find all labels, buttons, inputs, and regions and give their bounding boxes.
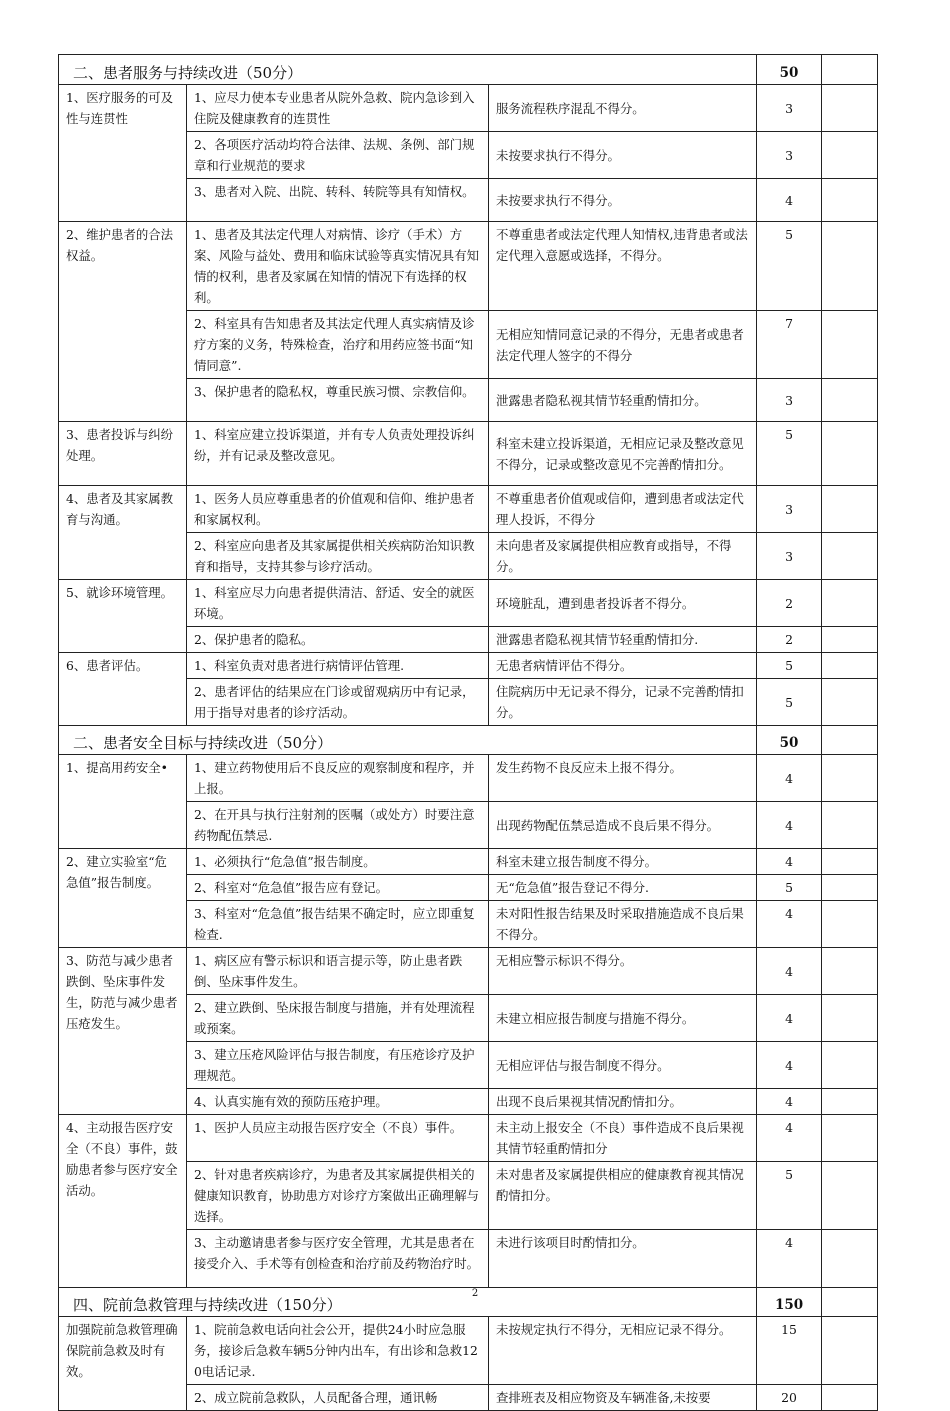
scoring-standard: 未按要求执行不得分。 <box>489 179 757 222</box>
requirement-text: 1、病区应有警示标识和语言提示等，防止患者跌倒、坠床事件发生。 <box>187 948 489 995</box>
table-row <box>59 653 878 679</box>
deduction-cell <box>822 1042 878 1089</box>
deduction-cell <box>822 179 878 222</box>
item-name: 1、提高用药安全• <box>59 755 187 849</box>
section-title: 二、患者服务与持续改进（50分） <box>59 55 757 85</box>
score-value: 4 <box>757 995 822 1042</box>
scoring-standard: 未进行该项目时酌情扣分。 <box>489 1230 757 1288</box>
deduction-cell <box>822 948 878 995</box>
scoring-standard: 服务流程秩序混乱不得分。 <box>489 85 757 132</box>
requirement-text: 1、应尽力使本专业患者从院外急救、院内急诊到入住院及健康教育的连贯性 <box>187 85 489 132</box>
requirement-text: 2、科室具有告知患者及其法定代理人真实病情及诊疗方案的义务，特殊检查，治疗和用药应签书面“知情同意”. <box>187 311 489 379</box>
table-row <box>59 85 878 132</box>
scoring-standard: 无相应知情同意记录的不得分，无患者或患者法定代理人签字的不得分 <box>489 311 757 379</box>
item-name: 2、建立实验室“危急值”报告制度。 <box>59 849 187 948</box>
section-total: 50 <box>757 55 822 85</box>
requirement-text: 2、科室应向患者及其家属提供相关疾病防治知识教育和指导，支持其参与诊疗活动。 <box>187 533 489 580</box>
scoring-standard: 未主动上报安全（不良）事件造成不良后果视其情节轻重酌情扣分 <box>489 1115 757 1162</box>
requirement-text: 1、医务人员应尊重患者的价值观和信仰、维护患者和家属权利。 <box>187 486 489 533</box>
deduction-cell <box>822 802 878 849</box>
page-number: 2 <box>471 1288 479 1299</box>
deduction-cell <box>822 1317 878 1385</box>
scoring-standard: 出现药物配伍禁忌造成不良后果不得分。 <box>489 802 757 849</box>
deduction-cell <box>822 311 878 379</box>
item-name: 5、就诊环境管理。 <box>59 580 187 653</box>
item-name: 2、维护患者的合法权益。 <box>59 222 187 422</box>
score-value: 3 <box>757 379 822 422</box>
score-value: 15 <box>757 1317 822 1385</box>
deduction-cell <box>822 755 878 802</box>
table-row <box>59 422 878 486</box>
requirement-text: 2、患者评估的结果应在门诊或留观病历中有记录，用于指导对患者的诊疗活动。 <box>187 679 489 726</box>
score-value: 4 <box>757 849 822 875</box>
score-value: 5 <box>757 679 822 726</box>
score-value: 4 <box>757 901 822 948</box>
section-blank-cell <box>822 55 878 85</box>
deduction-cell <box>822 85 878 132</box>
score-value: 4 <box>757 1230 822 1288</box>
scoring-standard: 未按要求执行不得分。 <box>489 132 757 179</box>
deduction-cell <box>822 132 878 179</box>
scoring-standard: 未建立相应报告制度与措施不得分。 <box>489 995 757 1042</box>
deduction-cell <box>822 422 878 486</box>
requirement-text: 3、建立压疮风险评估与报告制度，有压疮诊疗及护理规范。 <box>187 1042 489 1089</box>
score-value: 3 <box>757 132 822 179</box>
item-name: 1、医疗服务的可及性与连贯性 <box>59 85 187 222</box>
requirement-text: 3、保护患者的隐私权，尊重民族习惯、宗教信仰。 <box>187 379 489 422</box>
deduction-cell <box>822 533 878 580</box>
requirement-text: 3、科室对“危急值”报告结果不确定时，应立即重复检查. <box>187 901 489 948</box>
score-value: 3 <box>757 533 822 580</box>
score-value: 4 <box>757 1115 822 1162</box>
section-blank-cell <box>822 726 878 755</box>
section-header-row <box>59 55 878 85</box>
item-name: 3、防范与减少患者跌倒、坠床事件发生，防范与减少患者压疮发生。 <box>59 948 187 1115</box>
requirement-text: 2、科室对“危急值”报告应有登记。 <box>187 875 489 901</box>
scoring-standard: 不尊重患者价值观或信仰，遭到患者或法定代理人投诉，不得分 <box>489 486 757 533</box>
score-value: 3 <box>757 486 822 533</box>
requirement-text: 3、患者对入院、出院、转科、转院等具有知情权。 <box>187 179 489 222</box>
deduction-cell <box>822 486 878 533</box>
score-value: 5 <box>757 422 822 486</box>
item-name: 3、患者投诉与纠纷处理。 <box>59 422 187 486</box>
requirement-text: 1、必须执行“危急值”报告制度。 <box>187 849 489 875</box>
item-name: 6、患者评估。 <box>59 653 187 726</box>
requirement-text: 1、科室负责对患者进行病情评估管理. <box>187 653 489 679</box>
deduction-cell <box>822 901 878 948</box>
scoring-standard: 出现不良后果视其情况酌情扣分。 <box>489 1089 757 1115</box>
deduction-cell <box>822 995 878 1042</box>
score-value: 5 <box>757 222 822 311</box>
item-name: 4、主动报告医疗安全（不良）事件，鼓励患者参与医疗安全活动。 <box>59 1115 187 1288</box>
score-value: 20 <box>757 1385 822 1411</box>
score-value: 2 <box>757 580 822 627</box>
evaluation-table <box>58 54 878 1411</box>
score-value: 4 <box>757 802 822 849</box>
table-row <box>59 1317 878 1385</box>
score-value: 7 <box>757 311 822 379</box>
requirement-text: 1、院前急救电话向社会公开，提供24小时应急服务，接诊后急救车辆5分钟内出车，有出诊和急救120电话记录. <box>187 1317 489 1385</box>
scoring-standard: 科室未建立投诉渠道，无相应记录及整改意见不得分，记录或整改意见不完善酌情扣分。 <box>489 422 757 486</box>
deduction-cell <box>822 849 878 875</box>
requirement-text: 1、患者及其法定代理人对病情、诊疗（手术）方案、风险与益处、费用和临床试验等真实情况具有知情的权利，患者及家属在知情的情况下有选择的权利。 <box>187 222 489 311</box>
requirement-text: 1、建立药物使用后不良反应的观察制度和程序，并上报。 <box>187 755 489 802</box>
score-value: 4 <box>757 755 822 802</box>
requirement-text: 2、针对患者疾病诊疗，为患者及其家属提供相关的健康知识教育，协助患方对诊疗方案做出正确理解与选择。 <box>187 1162 489 1230</box>
section-total: 50 <box>757 726 822 755</box>
deduction-cell <box>822 580 878 627</box>
deduction-cell <box>822 679 878 726</box>
requirement-text: 1、医护人员应主动报告医疗安全（不良）事件。 <box>187 1115 489 1162</box>
requirement-text: 4、认真实施有效的预防压疮护理。 <box>187 1089 489 1115</box>
score-value: 5 <box>757 1162 822 1230</box>
requirement-text: 2、在开具与执行注射剂的医嘱（或处方）时要注意药物配伍禁忌. <box>187 802 489 849</box>
table-row <box>59 580 878 627</box>
requirement-text: 2、成立院前急救队，人员配备合理，通讯畅 <box>187 1385 489 1411</box>
requirement-text: 2、各项医疗活动均符合法律、法规、条例、部门规章和行业规范的要求 <box>187 132 489 179</box>
requirement-text: 2、建立跌倒、坠床报告制度与措施，并有处理流程或预案。 <box>187 995 489 1042</box>
score-value: 2 <box>757 627 822 653</box>
score-value: 5 <box>757 653 822 679</box>
deduction-cell <box>822 222 878 311</box>
scoring-standard: 住院病历中无记录不得分，记录不完善酌情扣分。 <box>489 679 757 726</box>
scoring-standard: 未向患者及家属提供相应教育或指导，不得分。 <box>489 533 757 580</box>
score-value: 5 <box>757 875 822 901</box>
section-title: 四、院前急救管理与持续改进（150分） <box>59 1288 757 1317</box>
table-row <box>59 486 878 533</box>
score-value: 4 <box>757 179 822 222</box>
section-title: 二、患者安全目标与持续改进（50分） <box>59 726 757 755</box>
item-name: 加强院前急救管理确保院前急救及时有效。 <box>59 1317 187 1411</box>
table-row <box>59 849 878 875</box>
requirement-text: 2、保护患者的隐私。 <box>187 627 489 653</box>
score-value: 4 <box>757 1042 822 1089</box>
score-value: 3 <box>757 85 822 132</box>
scoring-standard: 查排班表及相应物资及车辆准备,未按要 <box>489 1385 757 1411</box>
requirement-text: 1、科室应建立投诉渠道，并有专人负责处理投诉纠纷，并有记录及整改意见。 <box>187 422 489 486</box>
table-row <box>59 755 878 802</box>
scoring-standard: 未对阳性报告结果及时采取措施造成不良后果不得分。 <box>489 901 757 948</box>
scoring-standard: 无相应评估与报告制度不得分。 <box>489 1042 757 1089</box>
scoring-standard: 泄露患者隐私视其情节轻重酌情扣分. <box>489 627 757 653</box>
scoring-standard: 无患者病情评估不得分。 <box>489 653 757 679</box>
item-name: 4、患者及其家属教育与沟通。 <box>59 486 187 580</box>
scoring-standard: 泄露患者隐私视其情节轻重酌情扣分。 <box>489 379 757 422</box>
scoring-standard: 不尊重患者或法定代理人知情权,违背患者或法定代理入意愿或选择，不得分。 <box>489 222 757 311</box>
table-body <box>59 55 878 1411</box>
deduction-cell <box>822 627 878 653</box>
table-row <box>59 1115 878 1162</box>
score-value: 4 <box>757 948 822 995</box>
scoring-standard: 无相应警示标识不得分。 <box>489 948 757 995</box>
deduction-cell <box>822 1115 878 1162</box>
table-row <box>59 222 878 311</box>
deduction-cell <box>822 653 878 679</box>
deduction-cell <box>822 875 878 901</box>
requirement-text: 1、科室应尽力向患者提供清洁、舒适、安全的就医环境。 <box>187 580 489 627</box>
deduction-cell <box>822 1385 878 1411</box>
deduction-cell <box>822 1162 878 1230</box>
table-row <box>59 948 878 995</box>
score-value: 4 <box>757 1089 822 1115</box>
scoring-standard: 未对患者及家属提供相应的健康教育视其情况酌情扣分。 <box>489 1162 757 1230</box>
scoring-standard: 环境脏乱，遭到患者投诉者不得分。 <box>489 580 757 627</box>
scoring-standard: 发生药物不良反应未上报不得分。 <box>489 755 757 802</box>
requirement-text: 3、主动邀请患者参与医疗安全管理，尤其是患者在接受介入、手术等有创检查和治疗前及药物治疗时。 <box>187 1230 489 1288</box>
deduction-cell <box>822 379 878 422</box>
section-total: 150 <box>757 1288 822 1317</box>
scoring-standard: 无“危急值”报告登记不得分. <box>489 875 757 901</box>
scoring-standard: 科室未建立报告制度不得分。 <box>489 849 757 875</box>
scoring-standard: 未按规定执行不得分，无相应记录不得分。 <box>489 1317 757 1385</box>
deduction-cell <box>822 1089 878 1115</box>
section-header-row <box>59 726 878 755</box>
deduction-cell <box>822 1230 878 1288</box>
